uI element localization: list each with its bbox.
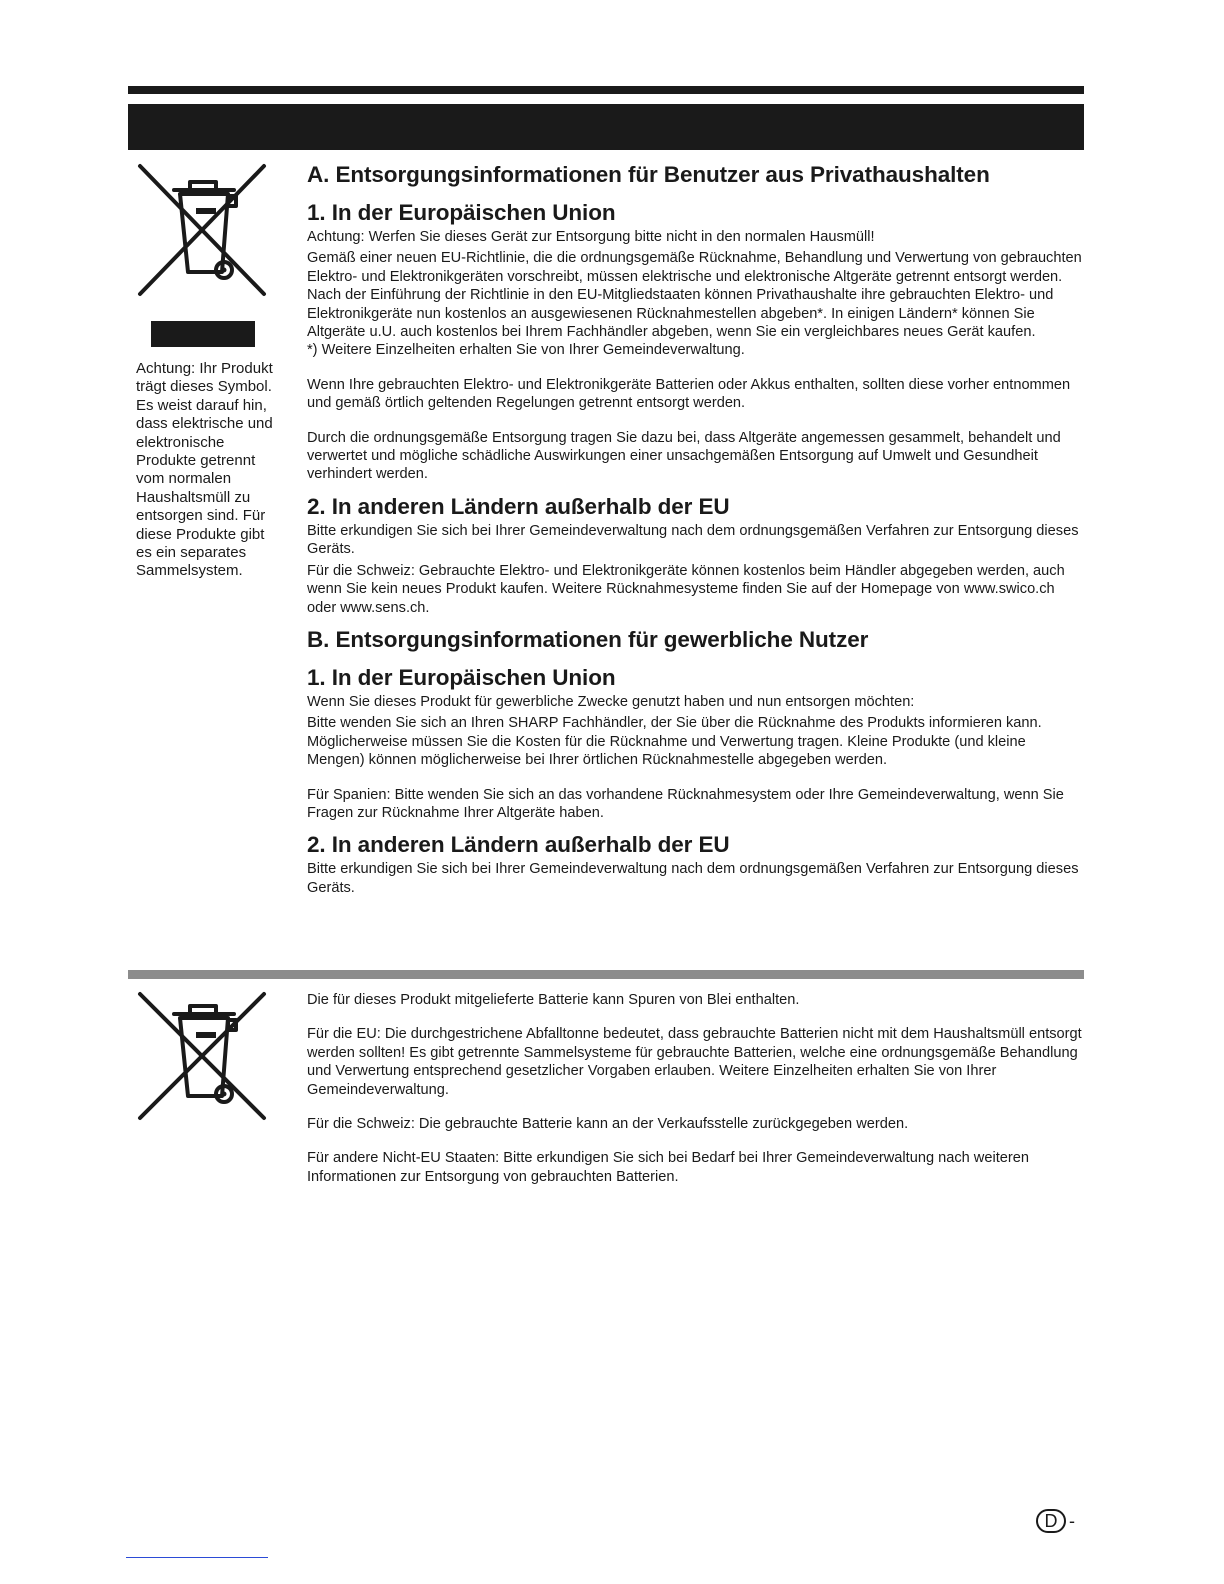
black-label-bar <box>151 321 255 347</box>
battery-p4: Für andere Nicht-EU Staaten: Bitte erkundigen Sie sich bei Bedarf bei Ihrer Gemeindeverwaltung nach weiteren Informationen zur Entsorgung von gebrauchten Batterien. <box>307 1150 1029 1185</box>
section-a-eu-p4: *) Weitere Einzelheiten erhalten Sie von Ihrer Gemeindeverwaltung. <box>307 342 745 359</box>
page-suffix: - <box>1069 1510 1075 1531</box>
section-b-eu-p3: Für Spanien: Bitte wenden Sie sich an das vorhandene Rücknahmesystem oder Ihre Gemeindeverwaltung, wenn Sie Fragen zur Rücknahme Ihrer Altgeräte haben. <box>307 786 1064 821</box>
section-a-eu-p3: Nach der Einführung der Richtlinie in den EU-Mitgliedstaaten können Privathaushalte ihre gebrauchten Elektro- und Elektronikgeräte nun kostenlos an ausgewiesenen Rücknahmestellen abgeben*. In einigen Ländern* können Sie Altgeräte u.U. auch kostenlos bei Ihrem Fachhändler abgeben, wenn Sie ein vergleichbares neues Gerät kaufen. <box>307 287 1054 341</box>
section-a-eu-p5: Wenn Ihre gebrauchten Elektro- und Elektronikgeräte Batterien oder Akkus enthalten, sollten diese vorher entnommen und gemäß örtlich geltenden Regelungen getrennt entsorgt werden. <box>307 376 1071 412</box>
section-a-non-eu-p2: Für die Schweiz: Gebrauchte Elektro- und Elektronikgeräte können kostenlos beim Händler abgegeben werden, auch wenn Sie kein neues Produkt kaufen. Weitere Rücknahmesysteme finden Sie auf der Homepage von www.swico.ch oder www.sens.ch. <box>307 562 1065 616</box>
top-rule <box>128 86 1084 94</box>
section-b-non-eu-p1: Bitte erkundigen Sie sich bei Ihrer Gemeindeverwaltung nach dem ordnungsgemäßen Verfahren zur Entsorgung dieses Geräts. <box>307 861 1079 896</box>
section-b-eu-heading: 1. In der Europäischen Union <box>307 664 616 690</box>
battery-p3: Für die Schweiz: Die gebrauchte Batterie kann an der Verkaufsstelle zurückgegeben werden. <box>307 1116 909 1133</box>
header-band <box>128 104 1084 150</box>
battery-p1: Die für dieses Produkt mitgelieferte Batterie kann Spuren von Blei enthalten. <box>307 992 800 1008</box>
main-content <box>307 160 1087 897</box>
sidebar-warning-note: Achtung: Ihr Produkt trägt dieses Symbol. Es weist darauf hin, dass elektrische und elektronische Produkte getrennt vom normalen Haushaltsmüll zu entsorgen sind. Für diese Produkte gibt es ein separates Sammelsystem. <box>136 360 273 580</box>
section-a-non-eu-p1: Bitte erkundigen Sie sich bei Ihrer Gemeindeverwaltung nach dem ordnungsgemäßen Verfahren zur Entsorgung dieses Geräts. <box>307 522 1079 558</box>
crossed-out-bin-icon <box>136 160 268 298</box>
section-a-eu-p2: Gemäß einer neuen EU-Richtlinie, die die ordnungsgemäße Rücknahme, Behandlung und Verwertung von gebrauchten Elektro- und Elektronikgeräten vorschreibt, müssen elektrische und elektronische Altgeräte getrennt entsorgt werden. <box>307 250 1082 285</box>
gray-divider <box>128 970 1084 979</box>
section-a-eu-p1: Achtung: Werfen Sie dieses Gerät zur Entsorgung bitte nicht in den normalen Hausmüll! <box>307 229 875 245</box>
battery-p2: Für die EU: Die durchgestrichene Abfalltonne bedeutet, dass gebrauchte Batterien nicht mit dem Haushaltsmüll entsorgt werden sollten! Es gibt getrennte Sammelsysteme für gebrauchte Batterien, welche eine ordnungsgemäße Behandlung und Verwertung entsprechend gesetzlicher Vorgaben erlauben. Weitere Einzelheiten erhalten Sie von Ihrer Gemeindeverwaltung. <box>307 1026 1082 1098</box>
battery-content <box>307 991 1087 1202</box>
section-a-eu-p6: Durch die ordnungsgemäße Entsorgung tragen Sie dazu bei, dass Altgeräte angemessen gesammelt, behandelt und verwertet und mögliche schädliche Auswirkungen einer unsachgemäßen Entsorgung auf Umwelt und Gesundheit verhindert werden. <box>307 429 1061 483</box>
section-a-non-eu-heading: 2. In anderen Ländern außerhalb der EU <box>307 493 730 519</box>
section-a-heading: A. Entsorgungsinformationen für Benutzer aus Privathaushalten <box>307 162 990 187</box>
section-a-eu-heading: 1. In der Europäischen Union <box>307 200 616 225</box>
section-b-eu-p2: Bitte wenden Sie sich an Ihren SHARP Fachhändler, der Sie über die Rücknahme des Produkts informieren kann. Möglicherweise müssen Sie die Kosten für die Rücknahme und Verwertung tragen. Kleine Produkte (und kleine Mengen) können möglicherweise bei Ihrer örtlichen Rücknahmestelle abgegeben werden. <box>307 715 1042 769</box>
footer-line <box>126 1557 268 1558</box>
page-marker <box>1036 1509 1075 1533</box>
section-b-heading: B. Entsorgungsinformationen für gewerbliche Nutzer <box>307 626 869 652</box>
page-letter-badge: D <box>1036 1509 1066 1533</box>
section-b-eu-p1: Wenn Sie dieses Produkt für gewerbliche Zwecke genutzt haben und nun entsorgen möchten: <box>307 693 915 710</box>
section-b-non-eu-heading: 2. In anderen Ländern außerhalb der EU <box>307 832 730 858</box>
crossed-out-battery-bin-icon <box>136 990 268 1122</box>
